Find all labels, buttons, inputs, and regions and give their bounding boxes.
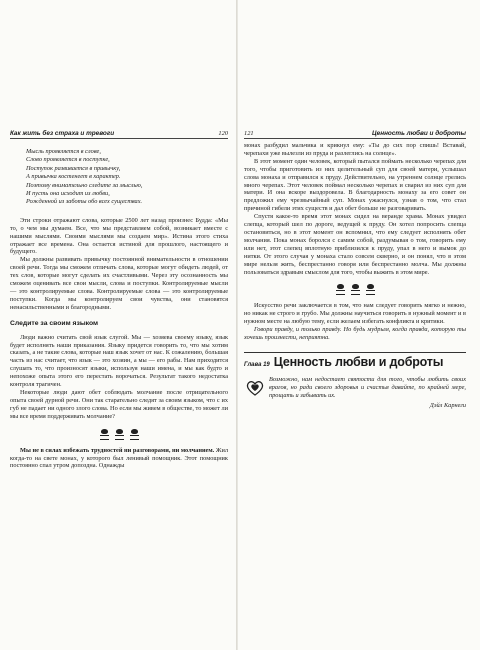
poem — [26, 148, 228, 207]
poem-line: Поступок развивается в привычку, — [26, 164, 121, 172]
left-running-title: Как жить без страха и тревоги — [10, 130, 115, 137]
paragraph: Искусство речи заключается в том, что нам следует говорить мягко и нежно, но никак не строго и грубо. Мы должны научиться говорить в нужный момент и в нужном месте на любую тему, если желаем избегать конфликта и критики. — [244, 302, 466, 326]
epigraph-block — [244, 376, 466, 400]
poem-line: Слово проявляется в поступке, — [26, 156, 110, 164]
paragraph: монах разбудил мальчика и крикнул ему: «Ты до сих пор спишь! Вставай, черепахи уже вылезли из пруда и разлеглись на солнце». — [244, 142, 466, 157]
chapter-label: Глава 19 — [244, 361, 270, 368]
poem-line: А привычка костенеет в характер. — [26, 173, 121, 181]
right-running-title: Ценность любви и доброты — [372, 130, 466, 137]
lamp-ornament-icon — [115, 429, 124, 439]
section-heading: Следите за своим языком — [10, 319, 99, 327]
poem-line: Мысль проявляется в слове, — [26, 148, 101, 155]
chapter-heading — [244, 352, 466, 370]
poem-line: И пусть она исходит из любви, — [26, 190, 110, 198]
chapter-title: Ценность любви и доброты — [273, 354, 444, 369]
paragraph: Некоторые люди дают обет соблюдать молчание после отрицательного опыта своей дурной речи. Они так старательно следят за своим языком, что с их губ не падает ни одного злого слова. Но если мы живем в обществе, то может ли мы все время поддерживать молчание? — [10, 388, 228, 420]
lamp-ornament-icon — [366, 284, 375, 294]
paragraph: Спустя какое-то время этот монах сидел на веранде храма. Монах увидел слепца, который шел по дороге, ведущей к пруду. Он хотел попросить слепца остановиться, но в этот момент он вспомнил, что ему следует исполнять обет молчания. Пока монах боролся с самим собой, раздумывая о том, говорить ему или нет, этот слепец вплотную приблизился к пруду, упал в него и вымок до нитки. От этого случая у монаха стало совсем скверно, и он понял, что в этом мире нельзя жить, беспрестанно говоря или беспрестанно молча. Мы должны пользоваться здравым смыслом для того, чтобы выжить в этом мире. — [244, 213, 466, 276]
epigraph-author: Дэйл Карнеги — [429, 401, 466, 409]
paragraph: Мы должны развивать привычку постоянной внимательности в отношении своей речи. Тогда мы сможем отличать слова, которые могут обидеть людей, от тех слов, которые могут сделать их счастливыми. Через эту осознанность мы сможем оценивать все свои мысли, слова и поступки. Контролируемые мысли — это контролируемые слова. Контролируемые слова — это контролируемые поступки. Когда мы контролируем свои чувства, они становятся ненасильственными и благородными. — [10, 256, 228, 311]
paragraph: В этот момент один человек, который пытался поймать несколько черепах для того, чтобы приготовить из них целительный суп для своей матери, услышал слова монаха и отправился к пруду. Действительно, на утреннем солнце грелись много черепах. Этот человек поймал несколько черепах и сварил из них суп для матери. И она вскоре выздоровела. В благодарность монаху за его совет он предложил ему чрезвычайный суп. Монах ужаснулся, узнав о том, что стал причиной гибели этих существ и дал обет больше не разговаривать. — [244, 157, 466, 213]
left-page-content — [10, 142, 228, 470]
hearts-illustration-icon — [244, 376, 266, 398]
lamp-ornament-icon — [100, 429, 109, 439]
paragraph: Люди важно считать свой язык слугой. Мы — хозяева своему языку, язык будет исполнять наши приказания. Языку придется говорить то, что мы хотим сказать, а не такие слова, которые наш язык хочет от нас. К сожалению, большая часть из нас считает, что язык — это хозяин, а мы — его рабы. Нам приходится слушать то, что произносят языки, используя наши имена, и мы как будто и непохоже опыта этого его перестать ворочаться. Результат такого недостатка контроля трагичен. — [10, 333, 228, 389]
right-page-content — [244, 142, 466, 409]
bold-lead-sentence: Мы не в силах избежать трудностей ни разговорами, ни молчанием. — [20, 446, 215, 454]
right-running-head — [244, 130, 466, 139]
poem-line: Рожденной из заботы обо всех существах. — [26, 198, 143, 206]
paragraph: Эти строки отражают слова, которые 2500 лет назад произнес Будда: «Мы то, о чем мы думаем. Все, что мы представляем собой, возникает вместе с нашими мыслями. Своими мыслями мы создаем мир». Истина этого стиха отражает все времена. Она остается истиной для прошлого, настоящего и будущего. — [10, 216, 228, 256]
right-page-number: 121 — [244, 130, 254, 137]
right-page — [238, 0, 480, 650]
left-page — [0, 0, 236, 650]
poem-line: Поэтому внимательно следите за мыслью, — [26, 181, 143, 189]
maxim: Говори правду, и только правду. Но будь мудрым, когда правда, которую ты хочешь произнести, неприятна. — [244, 326, 466, 342]
left-running-head — [10, 130, 228, 139]
lamp-ornament-icon — [336, 284, 345, 294]
paragraph-text: Жил когда-то на свете монах, у которого был ленивый помощник. Этот помощник постоянно спал утром допоздна. Однажды — [10, 446, 228, 470]
lamp-ornament-icon — [130, 429, 139, 439]
section-ornament — [244, 284, 466, 294]
lamp-ornament-icon — [351, 284, 360, 294]
section-ornament — [10, 429, 228, 439]
paragraph — [10, 447, 228, 471]
left-page-number: 120 — [218, 130, 228, 137]
epigraph-text: Возможно, нам недостает святости для того, чтобы любить своих врагов, но ради своего здоровья и счастья давайте, по крайней мере, прощать и забывать их. — [269, 375, 466, 399]
